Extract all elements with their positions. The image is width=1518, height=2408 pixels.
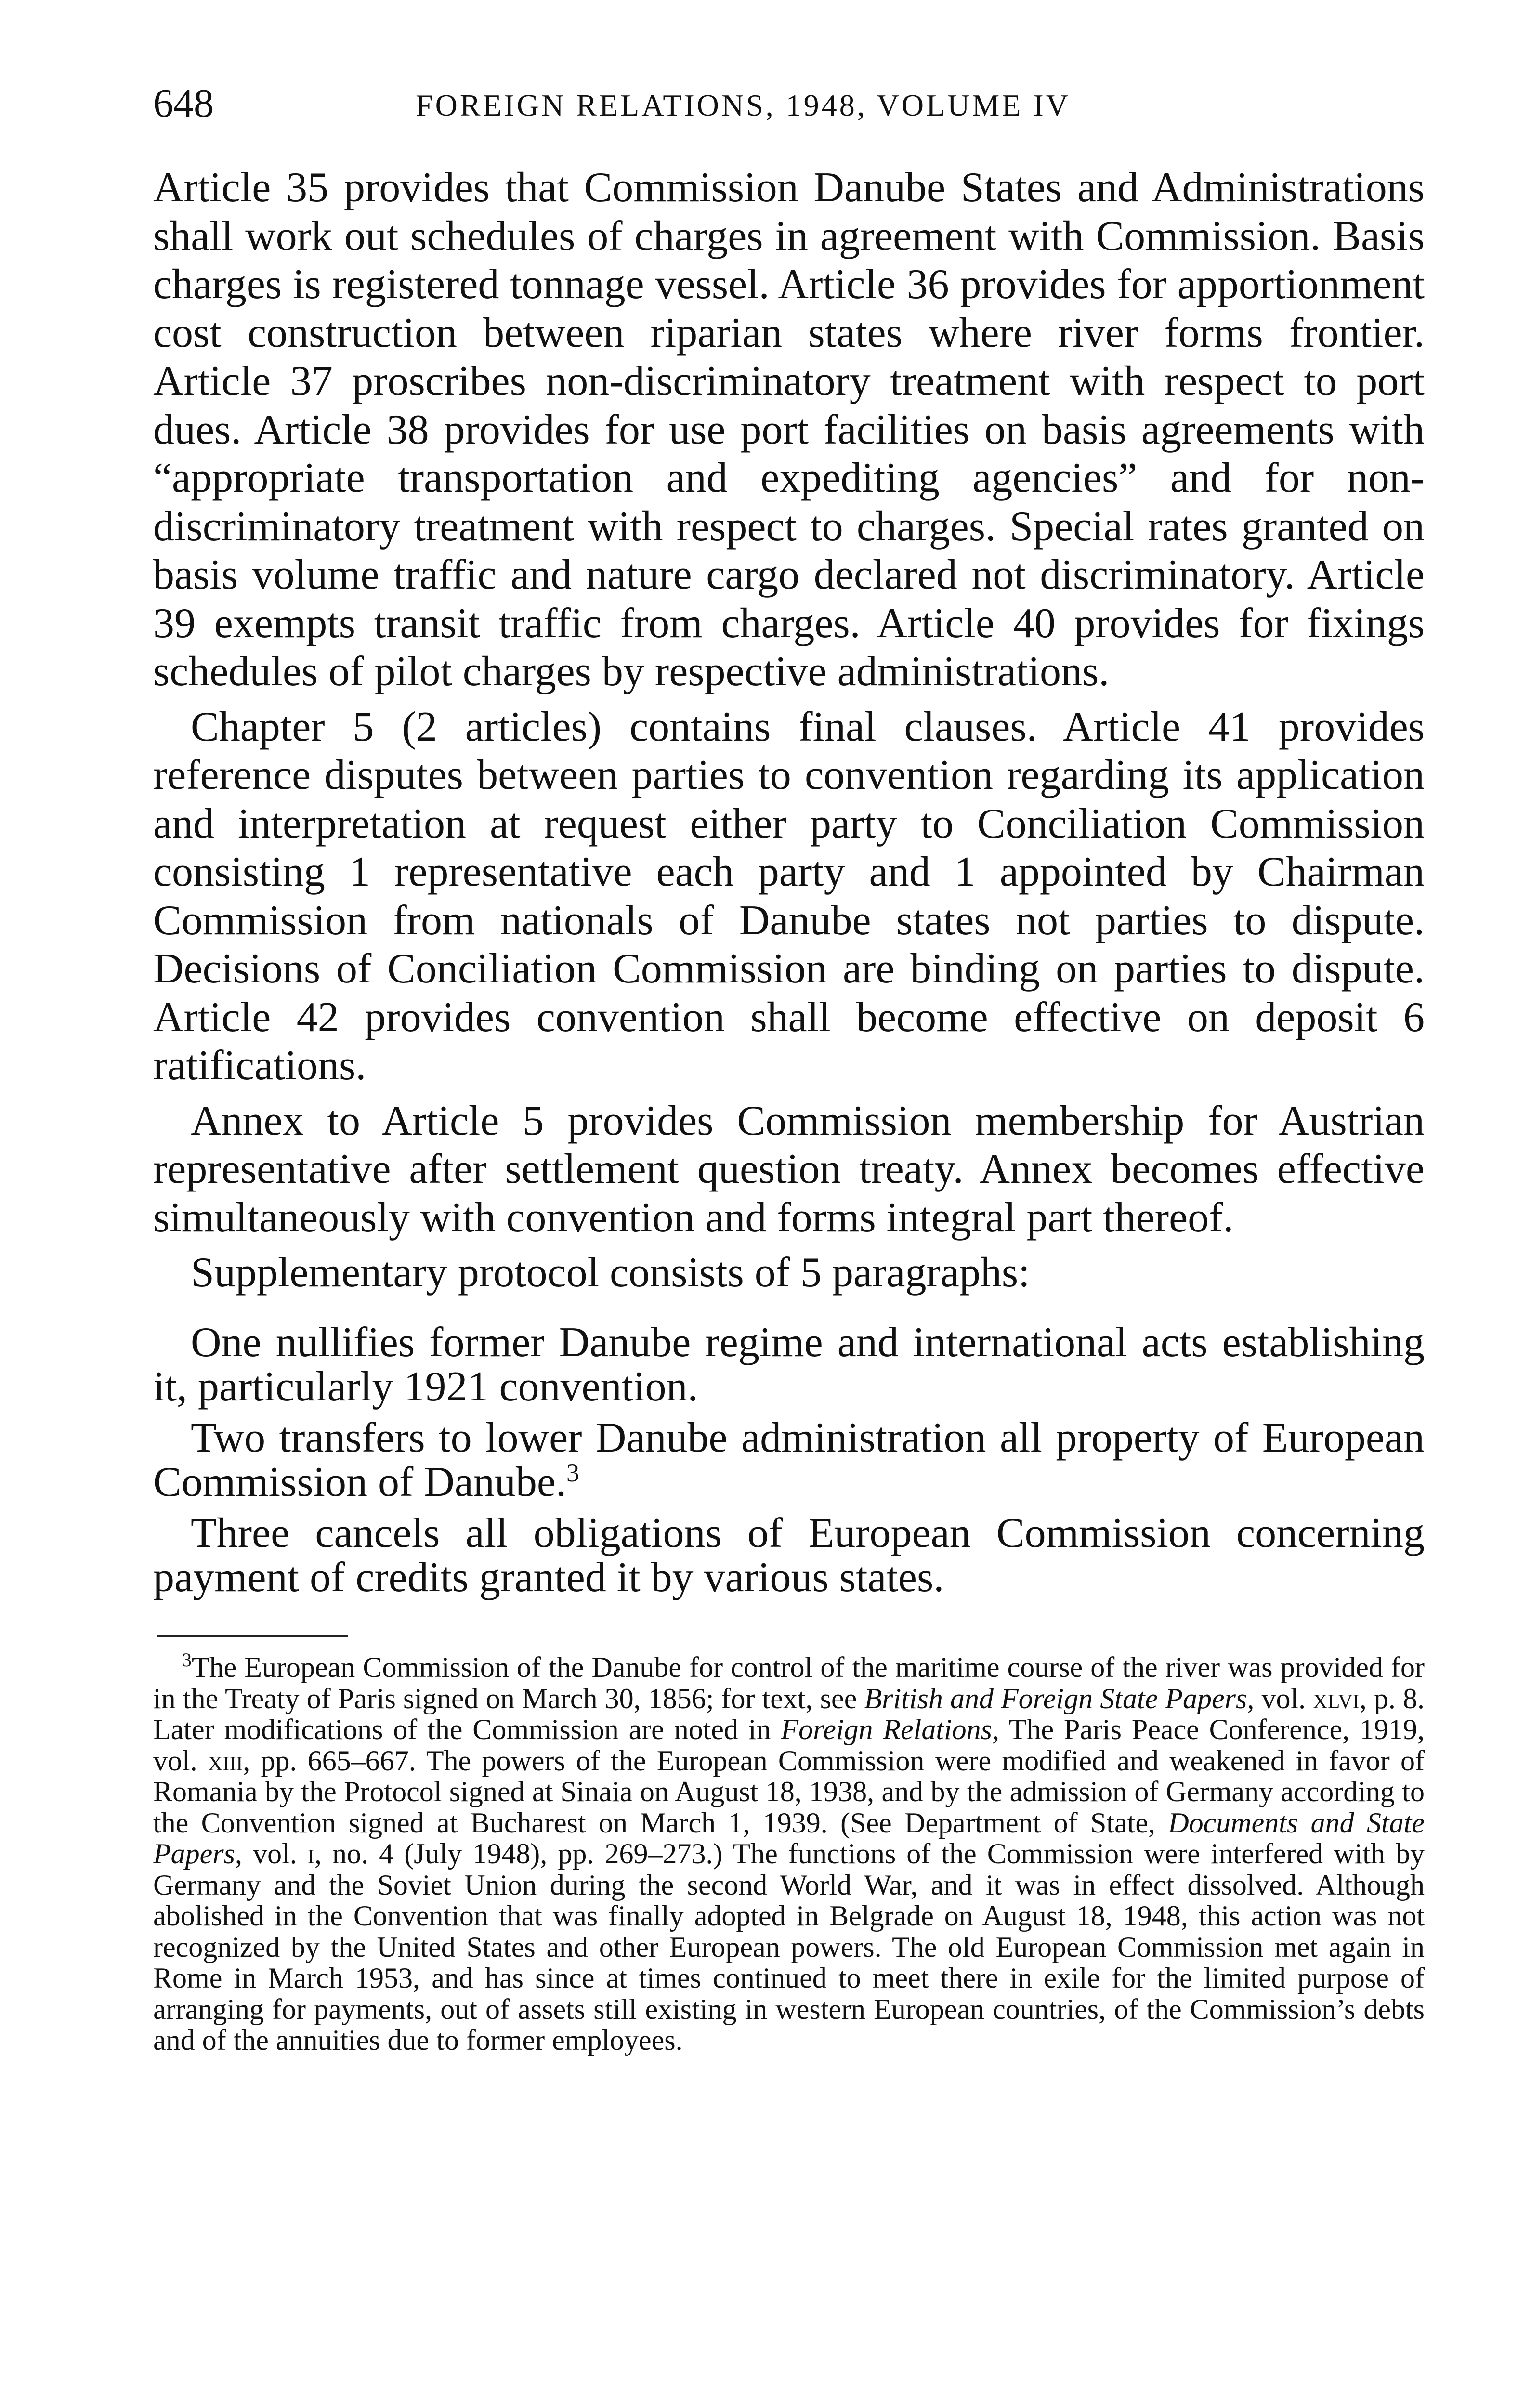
footnote-volume-2: xiii bbox=[208, 1744, 243, 1777]
footnote-text-6: , vol. bbox=[235, 1838, 308, 1870]
running-head: FOREIGN RELATIONS, 1948, VOLUME IV bbox=[416, 88, 1071, 122]
protocol-item-two-text: Two transfers to lower Danube administration all property of European Commission of Danube. bbox=[153, 1414, 1425, 1505]
footnote-title-british-foreign-state-papers: British and Foreign State Papers bbox=[864, 1682, 1247, 1714]
footnote-volume-1: xlvi bbox=[1313, 1682, 1360, 1714]
paragraph-supplementary-protocol: Supplementary protocol consists of 5 paragraphs: bbox=[191, 1249, 1030, 1296]
footnote-reference: 3 bbox=[566, 1458, 579, 1487]
footnote-divider bbox=[157, 1635, 348, 1637]
footnote-volume-3: i bbox=[307, 1838, 314, 1870]
protocol-item-two bbox=[153, 1416, 1425, 1505]
footnote-text-5: , pp. 665–667. The powers of the European Commission were modified and weakened in favor of Romania by the Protocol signed at Sinaia on August 18, 1938, and by the admission of Germany according to the Convention signed at Bucharest on March 1, 1939. (See Department of State, bbox=[153, 1744, 1425, 1839]
footnote-mark: 3 bbox=[182, 1649, 192, 1671]
footnote bbox=[153, 1649, 1425, 2056]
protocol-item-one: One nullifies former Danube regime and international acts establishing it, particularly 1921 convention. bbox=[153, 1319, 1425, 1410]
page-number: 648 bbox=[153, 81, 214, 126]
footnote-title-foreign-relations: Foreign Relations bbox=[781, 1714, 993, 1745]
paragraph-annex: Annex to Article 5 provides Commission membership for Austrian representative after settlement question treaty. Annex becomes effective simultaneously with convention and forms integral part thereof. bbox=[153, 1097, 1425, 1241]
footnote-text-7: , no. 4 (July 1948), pp. 269–273.) The functions of the Commission were interfered with by Germany and the Soviet Union during the second World War, and it was in effect dissolved. Although abolished in the Convention that was finally adopted in Belgrade on August 18, 1948, this action was not recognized by the United States and other European powers. The old European Commission met again in Rome in March 1953, and has since at times continued to meet there in exile for the limited purpose of arranging for payments, out of assets still existing in western European countries, of the Commission’s debts and of the annuities due to former employees. bbox=[153, 1838, 1425, 2056]
footnote-text-1: The European Commission of the Danube for control of the maritime course of the river was provided for in the Treaty of Paris signed on March 30, 1856; for text, see bbox=[153, 1651, 1425, 1714]
body-text bbox=[153, 164, 1425, 1600]
footnote-text-4: , The Paris Peace Conference, 1919, vol. bbox=[153, 1714, 1425, 1777]
footnote-text-2: , vol. bbox=[1247, 1682, 1313, 1714]
paragraph-chapter-5: Chapter 5 (2 articles) contains final clauses. Article 41 provides reference disputes between parties to convention regarding its application and interpretation at request either party to Conciliation Commission consisting 1 representative each party and 1 appointed by Chairman Commission from nationals of Danube states not parties to dispute. Decisions of Conciliation Commission are binding on parties to dispute. Article 42 provides convention shall become effective on deposit 6 ratifications. bbox=[153, 703, 1425, 1089]
page-header bbox=[153, 77, 1425, 130]
protocol-item-three: Three cancels all obligations of European Commission concerning payment of credits granted it by various states. bbox=[153, 1509, 1425, 1601]
paragraph-articles-35-40: Article 35 provides that Commission Danube States and Administrations shall work out schedules of charges in agreement with Commission. Basis charges is registered tonnage vessel. Article 36 provides for apportionment cost construction between riparian states where river forms frontier. Article 37 proscribes non-discriminatory treatment with respect to port dues. Article 38 provides for use port facilities on basis agreements with “appropriate transportation and expediting agencies” and for non-discriminatory treatment with respect to charges. Special rates granted on basis volume traffic and nature cargo declared not discriminatory. Article 39 exempts transit traffic from charges. Article 40 provides for fixings schedules of pilot charges by respective administrations. bbox=[153, 164, 1425, 695]
footnote-title-documents-state-papers: Documents and State Papers bbox=[153, 1806, 1425, 1870]
footnote-text-3: , p. 8. Later modifications of the Commission are noted in bbox=[153, 1682, 1425, 1745]
